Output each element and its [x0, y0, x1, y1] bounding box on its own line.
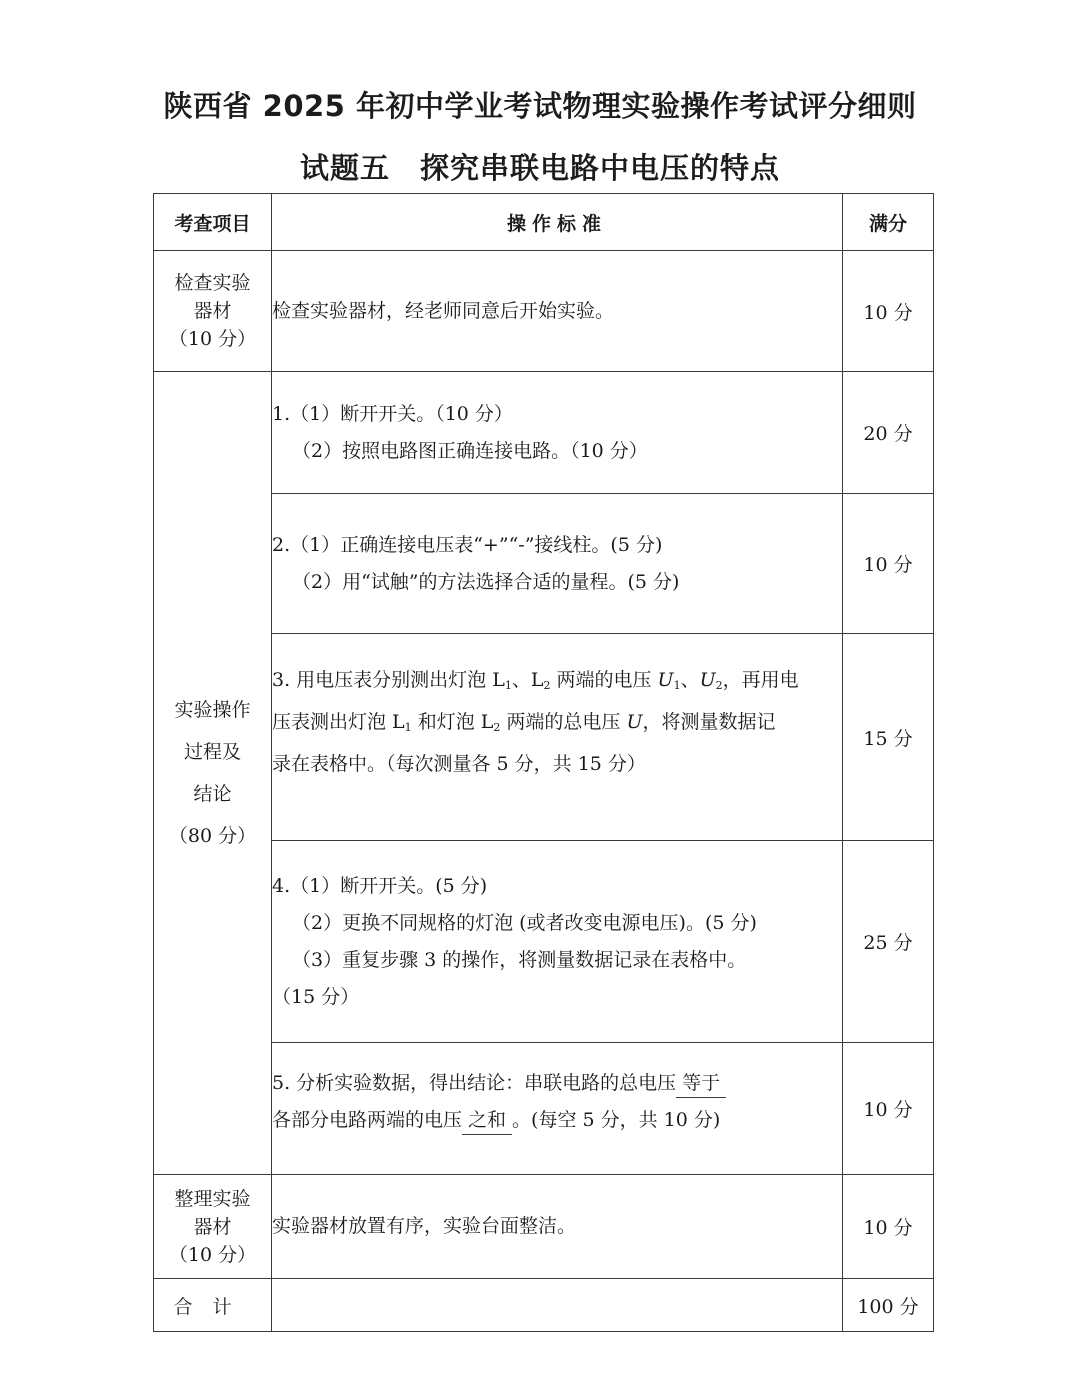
category-check-line3: （10 分） — [168, 328, 257, 350]
header-item: 考查项目 — [154, 194, 272, 251]
step4-line4: （15 分） — [272, 985, 360, 1008]
step3-line2: 压表测出灯泡 $L_1$ 和灯泡 $L_2$ 两端的总电压 U，将测量数据记 — [272, 710, 776, 734]
standard-tidy-text: 实验器材放置有序，实验台面整洁。 — [272, 1215, 577, 1237]
answer-blank-1: 等于 — [676, 1069, 726, 1098]
score-tidy: 10 分 — [843, 1175, 934, 1279]
category-check — [154, 251, 272, 372]
standard-step5 — [272, 1043, 843, 1175]
total-label: 合计 — [154, 1279, 272, 1332]
table-row-step1 — [154, 372, 934, 494]
step1-line1: 1.（1）断开开关。（10 分） — [272, 402, 513, 425]
table-row-tidy — [154, 1175, 934, 1279]
header-standard-text: 操作标准 — [506, 212, 607, 235]
category-tidy-line1: 整理实验 — [174, 1187, 251, 1210]
score-step5: 10 分 — [843, 1043, 934, 1175]
step5-line2: 各部分电路两端的电压 之和 。(每空 5 分，共 10 分) — [272, 1102, 842, 1139]
score-step3: 15 分 — [843, 634, 934, 841]
category-process — [154, 372, 272, 1175]
header-score: 满分 — [843, 194, 934, 251]
step4-line2: （2）更换不同规格的灯泡 (或者改变电源电压)。(5 分) — [292, 911, 757, 934]
score-step4: 25 分 — [843, 841, 934, 1043]
category-check-line2: 器材 — [193, 300, 232, 322]
score-step1: 20 分 — [843, 372, 934, 494]
standard-tidy — [272, 1175, 843, 1279]
category-tidy — [154, 1175, 272, 1279]
step3-line1: 3. 用电压表分别测出灯泡 $L_1$、$L_2$ 两端的电压 $U_1$、$U_2$，再用电 — [272, 668, 799, 692]
header-standard — [272, 194, 843, 251]
page-subtitle — [0, 146, 1080, 187]
step4-line1: 4.（1）断开开关。(5 分) — [272, 874, 488, 897]
category-process-line1: 实验操作 — [174, 699, 251, 721]
category-process-line3: 结论 — [193, 783, 232, 805]
step2-line1: 2.（1）正确连接电压表“+”“-”接线柱。(5 分) — [272, 533, 663, 556]
category-tidy-line3: （10 分） — [168, 1243, 257, 1266]
question-number: 试题五 — [299, 151, 390, 185]
table-row-check — [154, 251, 934, 372]
score-step2: 10 分 — [843, 494, 934, 634]
answer-blank-2: 之和 — [462, 1106, 512, 1135]
category-process-line4: （80 分） — [168, 825, 257, 847]
question-name: 探究串联电路中电压的特点 — [420, 151, 781, 185]
total-empty-cell — [272, 1279, 843, 1332]
step3-line3: 录在表格中。（每次测量各 5 分，共 15 分） — [272, 752, 646, 775]
total-score: 100 分 — [843, 1279, 934, 1332]
step4-line3: （3）重复步骤 3 的操作，将测量数据记录在表格中。 — [292, 948, 747, 971]
page-title: 陕西省 2025 年初中学业考试物理实验操作考试评分细则 — [163, 89, 917, 123]
category-tidy-line2: 器材 — [193, 1215, 232, 1238]
step2-line2: （2）用“试触”的方法选择合适的量程。(5 分) — [292, 570, 680, 593]
standard-check-text: 检查实验器材，经老师同意后开始实验。 — [272, 299, 615, 322]
standard-step1 — [272, 372, 843, 494]
standard-step3 — [272, 634, 843, 841]
category-check-line1: 检查实验 — [174, 272, 251, 294]
table-header-row — [154, 194, 934, 251]
standard-check — [272, 251, 843, 372]
table-row-total — [154, 1279, 934, 1332]
standard-step2 — [272, 494, 843, 634]
scoring-table — [153, 193, 934, 1332]
score-check: 10 分 — [843, 251, 934, 372]
category-process-line2: 过程及 — [183, 741, 241, 763]
step1-line2: （2）按照电路图正确连接电路。（10 分） — [292, 439, 648, 462]
standard-step4 — [272, 841, 843, 1043]
step5-line1: 5. 分析实验数据，得出结论：串联电路的总电压 等于 — [272, 1065, 842, 1102]
